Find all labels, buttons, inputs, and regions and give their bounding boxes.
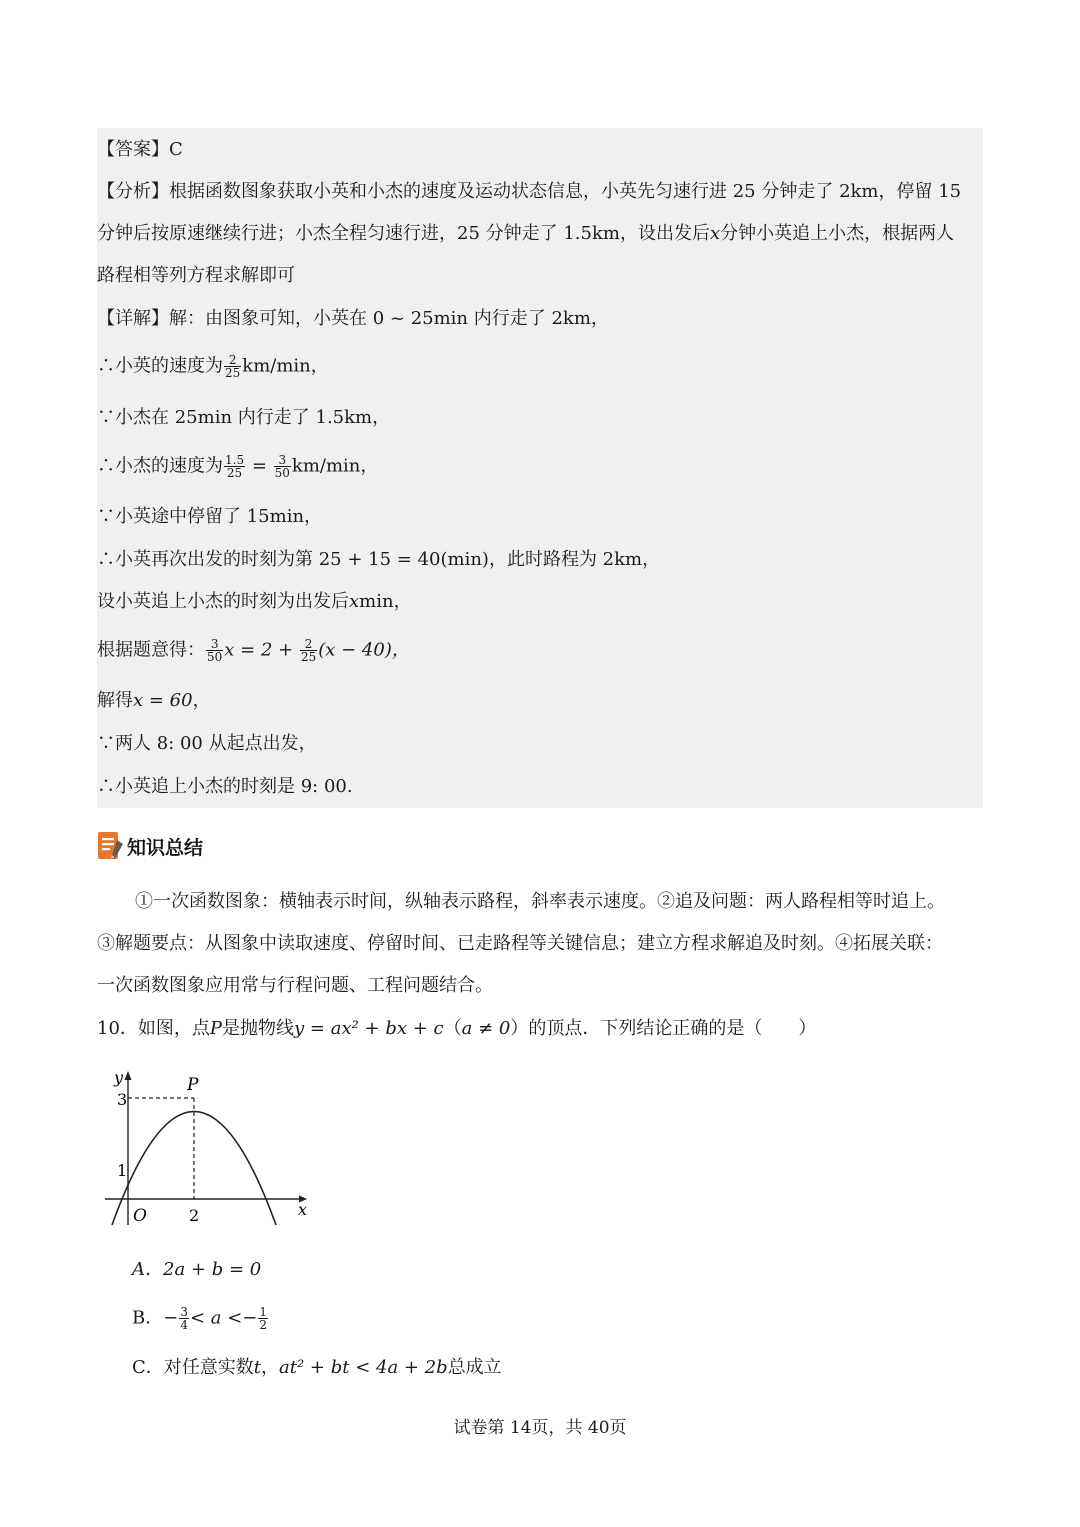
question-mid-2: （ [443,1018,462,1039]
fraction-denominator: 2 [259,1318,268,1332]
equation-line [97,638,410,663]
analysis-line-2-x: x [709,223,721,244]
stop-line: ∵小英途中停留了 15min， [97,506,323,527]
question-pre: 10．如图，点 [97,1018,210,1039]
summary-heading [97,826,203,866]
summary-line-1: ①一次函数图象：横轴表示时间，纵轴表示路程，斜率表示速度。②追及问题：两人路程相等时追上。 [135,891,945,912]
x-axis-label: x [298,1200,308,1219]
fraction-denominator: 50 [207,650,223,664]
option-c-math: at² + bt < 4a + 2b [279,1357,448,1378]
fraction-denominator: 25 [300,650,317,664]
speed-xiaojie-line [97,454,378,479]
analysis-line-1: 【分析】根据函数图象获取小英和小杰的速度及运动状态信息，小英先匀速行进 25 分钟走了 2km，停留 15 [97,181,962,202]
option-c-pre: C．对任意实数 [132,1357,254,1378]
restart-line: ∴小英再次出发的时刻为第 25 + 15 = 40(min)，此时路程为 2km， [97,549,661,570]
speed-xiaoying-line [97,354,329,379]
y-axis-label: y [114,1068,124,1087]
answer-line: 【答案】C [97,139,183,160]
analysis-line-2 [97,222,954,246]
fraction-numerator: 2 [300,638,317,651]
origin-label: O [133,1206,147,1226]
question-post: ）的顶点．下列结论正确的是（ ） [510,1018,817,1039]
option-a-text: A．2a + b = 0 [132,1259,262,1280]
speed-xiaojie-fraction-1 [224,454,245,479]
fraction-numerator: 3 [274,454,291,467]
fraction-denominator: 25 [225,366,241,380]
solve-line [97,689,211,713]
y-tick-1: 1 [117,1161,128,1180]
question-stem [97,1017,816,1041]
equation-mid: x = 2 + [224,639,299,661]
x-tick-2: 2 [189,1206,200,1225]
option-b-fraction-1 [179,1306,189,1331]
option-c [132,1356,502,1380]
notepad-pencil-icon [97,830,125,862]
fraction-numerator: 1 [259,1305,268,1319]
xiaojie-walk-line: ∵小杰在 25min 内行走了 1.5km， [97,407,391,428]
fraction-denominator: 25 [226,466,243,480]
option-b-pre: B．− [132,1307,179,1329]
vertex-label: P [187,1075,199,1095]
summary-heading-text: 知识总结 [127,836,204,859]
result-line: ∴小英追上小杰的时刻是 9: 00. [97,776,353,797]
option-b-mid: < a <− [189,1307,258,1329]
speed-xiaoying-fraction [224,354,241,379]
set-pre: 设小英追上小杰的时刻为出发后 [97,591,349,612]
fraction-denominator: 4 [180,1318,188,1332]
fraction-numerator: 1.5 [225,453,245,467]
set-post: min， [359,591,412,612]
y-tick-3: 3 [117,1090,128,1109]
option-b-fraction-2 [258,1306,268,1331]
question-p: P [209,1018,223,1039]
speed-xiaoying-post: km/min， [242,355,329,377]
equation-post: (x − 40)， [318,639,410,661]
speed-xiaoying-pre: ∴小英的速度为 [97,355,223,377]
y-axis-arrow [125,1071,132,1080]
analysis-line-2-b: 分钟小英追上小杰，根据两人 [720,223,955,244]
equation-fraction-2 [300,638,317,663]
question-condition: a ≠ 0 [461,1018,511,1039]
option-c-mid: ， [261,1357,280,1378]
solve-post: ， [192,690,211,711]
speed-xiaojie-fraction-2 [274,454,291,479]
question-equation: y = ax² + bx + c [294,1018,444,1039]
option-c-t: t [253,1357,262,1378]
solve-math: x = 60 [133,690,193,711]
analysis-line-3: 路程相等列方程求解即可 [97,265,295,286]
parabola-graph [100,1065,315,1235]
set-x: x [349,591,360,612]
option-a [132,1258,261,1282]
option-b [132,1306,269,1331]
option-c-post: 总成立 [447,1357,502,1378]
speed-xiaojie-post: km/min， [291,455,379,477]
analysis-line-2-a: 分钟后按原速继续行进；小杰全程匀速行进，25 分钟走了 1.5km，设出发后 [97,223,710,244]
fraction-numerator: 2 [224,354,241,367]
equation-pre: 根据题意得： [97,639,205,661]
summary-line-3: 一次函数图象应用常与行程问题、工程问题结合。 [97,975,493,996]
page-footer: 试卷第 14页，共 40页 [453,1418,627,1438]
set-variable-line [97,590,412,614]
fraction-denominator: 50 [274,466,290,480]
speed-xiaojie-eq: = [246,455,273,477]
start-time-line: ∵两人 8: 00 从起点出发， [97,733,317,754]
solve-pre: 解得 [97,690,133,711]
fraction-numerator: 3 [180,1305,188,1319]
detail-line-1: 【详解】解：由图象可知，小英在 0 ~ 25min 内行走了 2km， [97,308,609,329]
speed-xiaojie-pre: ∴小杰的速度为 [97,455,223,477]
fraction-numerator: 3 [206,638,223,651]
question-mid-1: 是抛物线 [222,1018,295,1039]
equation-fraction-1 [206,638,223,663]
summary-line-2: ③解题要点：从图象中读取速度、停留时间、已走路程等关键信息；建立方程求解追及时刻。④拓展关联： [97,933,943,954]
